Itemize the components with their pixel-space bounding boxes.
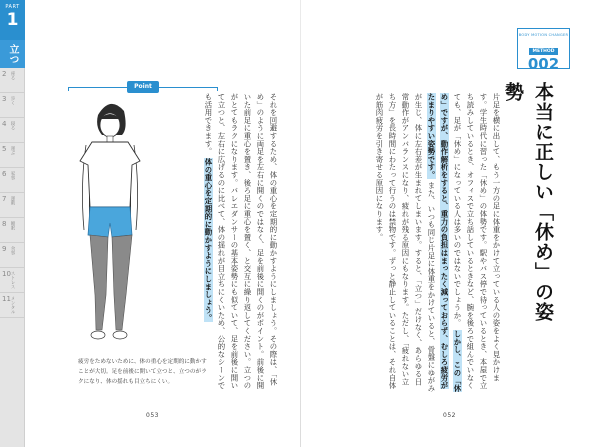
- chapter-label: メンタル: [10, 296, 15, 314]
- chapter-item[interactable]: [0, 218, 25, 243]
- body-text-right-1: 片足を横に出して、もう一方の足に体重をかけて立っている人の姿をよく見かけます。学生時代に習った「休め」の体勢です。駅やバス停で待っているとき、本屋で立ち読みしているとき、オフィスで立ち話しているときなど、腕を後ろで組んでいなくても、足が「休め」になっている人は多いのではないでしょうか。: [453, 93, 501, 390]
- chapter-label: 家事: [10, 171, 15, 180]
- chapter-number: 8: [2, 220, 7, 228]
- chapter-item[interactable]: [0, 168, 25, 193]
- chapter-label: 寝る: [10, 121, 15, 130]
- chapter-item[interactable]: [0, 118, 25, 143]
- chapter-label: 運ぶ: [10, 146, 15, 155]
- chapter-number: 6: [2, 170, 7, 178]
- chapter-label: 運動: [10, 196, 15, 205]
- chapter-item[interactable]: [0, 268, 25, 293]
- chapter-number: 7: [2, 195, 7, 203]
- page-title: 本当に正しい「休め」の姿勢: [502, 82, 554, 322]
- body-text-right: [335, 93, 503, 393]
- chapter-label: 食事: [10, 246, 15, 255]
- chapter-tab-active[interactable]: 立つ: [0, 40, 25, 68]
- method-tag: METHOD: [529, 48, 559, 55]
- method-subtitle: BODY MOTION CHANGER: [518, 33, 569, 37]
- body-text-left-main: それを回避するため、体の重心を定期的に動かすようにしましょう。その際は、「休め」のように両足を左右に開くのではなく、足を前後に開くのがポイント。前後に開いた前足に重心を置き、後ろ足に重心を置く、と交互に繰り返してください。立つのがとてもラクになります。バレエダンサーの基本姿勢にも似ていて、足を前後に開いて立つと、左右に広げるのに比べて、体の揺れが目立ちにくいため、公的なシーンでも活用できます。: [204, 93, 278, 390]
- chapter-number: 4: [2, 120, 7, 128]
- body-text-left: [178, 93, 280, 393]
- chapter-number: 3: [2, 95, 7, 103]
- highlight-right: しかし、この「休め」ですが、動作解析をすると、重力の負担はまったく減っておらず、むしろ疲労がたまりやすい姿勢です。: [427, 93, 462, 393]
- page-number-right: 052: [443, 412, 456, 419]
- method-number: 002: [527, 55, 560, 73]
- chapter-label: 座る: [10, 71, 15, 80]
- chapter-label: ストレス: [10, 271, 15, 289]
- point-badge: Point: [127, 81, 159, 93]
- body-text-right-2: また、いつも同じ片足に体重をかけていると、骨盤にゆがみが生じ、体に左右差が生まれてしまいます。すると、「立つ」だけなく、あらゆる日常動作がアンバランスになり、疲れが残る原因にもなります。ただし、「疲れない立ち方」を長時間にわたって行うのは禁物です。ずっと静止していることは、それ自体が筋肉疲労を引き寄せる原因になります。: [375, 93, 436, 393]
- chapter-item[interactable]: [0, 68, 25, 93]
- chapter-number: 2: [2, 70, 7, 78]
- chapter-number: 9: [2, 245, 7, 253]
- chapter-list: [0, 68, 25, 318]
- figure-caption: 疲労をためないために、体の重心を定期的に動かすことが大切。足を前後に開いて立つと、立つのがラクになり、体の揺れも目立ちにくい。: [78, 359, 207, 385]
- chapter-index: [0, 0, 25, 447]
- book-gutter: [300, 0, 301, 447]
- part-number: 1: [6, 10, 19, 30]
- part-label: PART: [5, 4, 20, 10]
- chapter-item[interactable]: [0, 293, 25, 318]
- chapter-number: 11: [2, 295, 11, 303]
- highlight-left: 体の重心を定期的に動かすようにしましょう。: [204, 158, 213, 322]
- part-tab[interactable]: [0, 0, 25, 40]
- standing-woman-illustration: [62, 95, 158, 350]
- page-number-left: 053: [146, 412, 159, 419]
- point-frame-line: [68, 87, 69, 91]
- chapter-item[interactable]: [0, 193, 25, 218]
- chapter-number: 5: [2, 145, 7, 153]
- chapter-number: 10: [2, 270, 11, 278]
- chapter-item[interactable]: [0, 243, 25, 268]
- chapter-item[interactable]: [0, 93, 25, 118]
- method-badge: [517, 28, 570, 73]
- chapter-label: 睡眠: [10, 221, 15, 230]
- point-frame-line: [217, 87, 218, 91]
- chapter-label: 歩く: [10, 96, 15, 105]
- chapter-item[interactable]: [0, 143, 25, 168]
